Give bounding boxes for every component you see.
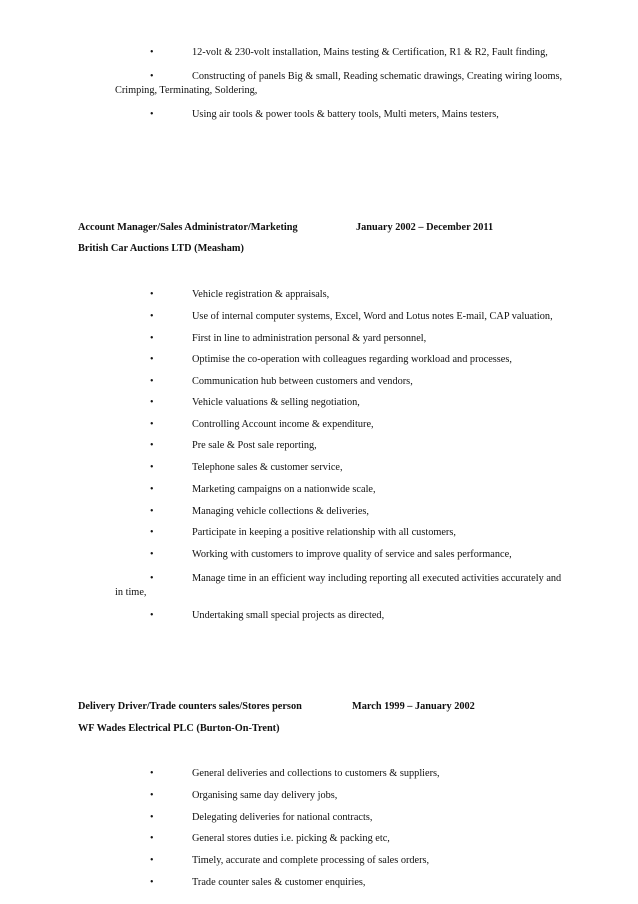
bullet: •: [150, 311, 154, 322]
list-item: Optimise the co-operation with colleagues regarding workload and processes,: [192, 354, 512, 365]
bullet: •: [150, 812, 154, 823]
bullet: •: [150, 462, 154, 473]
list-item: Constructing of panels Big & small, Reading schematic drawings, Creating wiring looms,: [192, 71, 563, 82]
bullet: •: [150, 573, 154, 584]
list-item: Organising same day delivery jobs,: [192, 790, 338, 801]
bullet: •: [150, 506, 154, 517]
list-item: General deliveries and collections to customers & suppliers,: [192, 768, 440, 779]
bullet: •: [150, 109, 154, 120]
list-item: Use of internal computer systems, Excel, Word and Lotus notes E-mail, CAP valuation,: [192, 311, 553, 322]
list-item: Pre sale & Post sale reporting,: [192, 440, 317, 451]
bullet: •: [150, 877, 154, 888]
list-item: Managing vehicle collections & deliveries,: [192, 506, 369, 517]
list-item: 12-volt & 230-volt installation, Mains testing & Certification, R1 & R2, Fault finding,: [192, 47, 548, 58]
bullet: •: [150, 855, 154, 866]
list-item: Vehicle valuations & selling negotiation,: [192, 397, 360, 408]
list-item: Manage time in an efficient way including reporting all executed activities accurately and: [192, 573, 562, 584]
bullet: •: [150, 549, 154, 560]
list-item: General stores duties i.e. picking & packing etc,: [192, 833, 390, 844]
bullet: •: [150, 484, 154, 495]
bullet: •: [150, 833, 154, 844]
bullet: •: [150, 790, 154, 801]
list-item: Telephone sales & customer service,: [192, 462, 343, 473]
list-item: First in line to administration personal & yard personnel,: [192, 333, 427, 344]
list-item: Working with customers to improve quality of service and sales performance,: [192, 549, 512, 560]
bullet: •: [150, 71, 154, 82]
list-item: Marketing campaigns on a nationwide scale,: [192, 484, 376, 495]
list-item: Delegating deliveries for national contracts,: [192, 812, 373, 823]
list-item: Timely, accurate and complete processing of sales orders,: [192, 855, 430, 866]
list-item: Using air tools & power tools & battery tools, Multi meters, Mains testers,: [192, 109, 499, 120]
job-title: Account Manager/Sales Administrator/Marketing: [78, 222, 298, 233]
bullet: •: [150, 354, 154, 365]
bullet: •: [150, 333, 154, 344]
company-name: WF Wades Electrical PLC (Burton-On-Trent): [78, 723, 280, 734]
list-item: Vehicle registration & appraisals,: [192, 289, 330, 300]
list-item: Communication hub between customers and vendors,: [192, 376, 413, 387]
list-item: Controlling Account income & expenditure,: [192, 419, 374, 430]
list-item: Trade counter sales & customer enquiries,: [192, 877, 366, 888]
bullet: •: [150, 376, 154, 387]
job-dates: January 2002 – December 2011: [356, 222, 494, 233]
bullet: •: [150, 768, 154, 779]
company-name: British Car Auctions LTD (Measham): [78, 243, 244, 254]
bullet: •: [150, 289, 154, 300]
list-item: Participate in keeping a positive relationship with all customers,: [192, 527, 456, 538]
job-title: Delivery Driver/Trade counters sales/Stores person: [78, 701, 302, 712]
bullet: •: [150, 527, 154, 538]
bullet: •: [150, 440, 154, 451]
bullet: •: [150, 397, 154, 408]
job-dates: March 1999 – January 2002: [352, 701, 475, 712]
bullet: •: [150, 419, 154, 430]
bullet: •: [150, 47, 154, 58]
list-item: Undertaking small special projects as directed,: [192, 610, 385, 621]
list-item-continuation: in time,: [115, 587, 147, 598]
bullet: •: [150, 610, 154, 621]
list-item-continuation: Crimping, Terminating, Soldering,: [115, 85, 258, 96]
